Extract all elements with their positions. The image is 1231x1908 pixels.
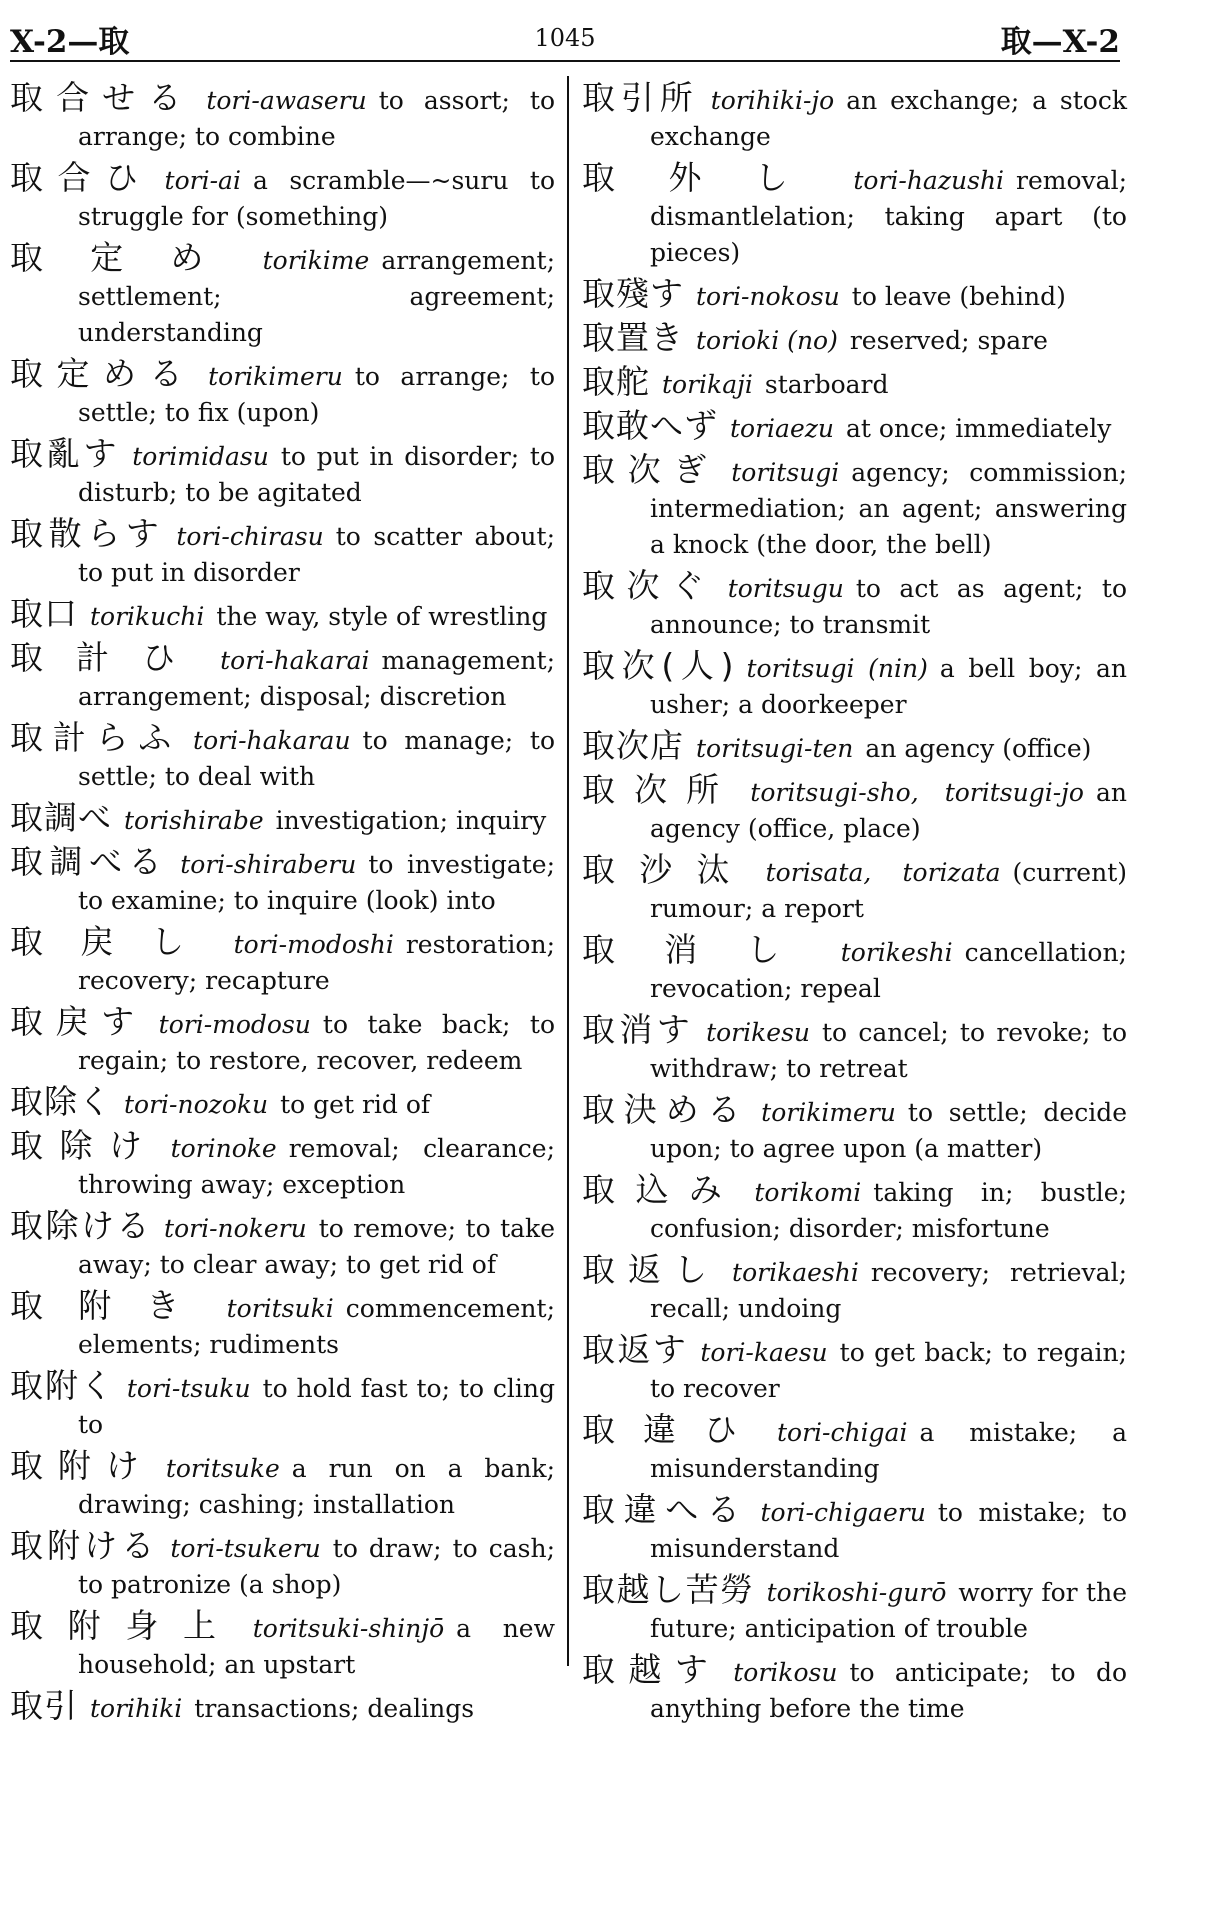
entry-definition: arrangement; settlement; agreement; understanding [78,246,555,347]
entry-definition: an agency (office, place) [650,778,1127,843]
dictionary-entry [582,1092,1127,1167]
entry-definition: a new household; an upstart [78,1614,555,1679]
entry-romanization: torikoshi-gurō [766,1578,947,1607]
entry-romanization: torikimeru [761,1098,896,1127]
entry-romanization: torimidasu [132,442,269,471]
entry-romanization: torioki (no) [696,326,838,355]
entry-headword: 取口 [10,594,78,633]
entry-headword: 取次ぐ [582,566,716,605]
entry-headword: 取戻す [10,1002,147,1041]
entry-romanization: torishirabe [124,806,264,835]
entry-headword: 取散らす [10,514,165,553]
dictionary-entry [10,924,555,999]
entry-romanization: toriaezu [730,414,835,443]
entry-headword: 取合せる [10,78,195,117]
dictionary-entry [10,1528,555,1603]
dictionary-entry [10,1004,555,1079]
entry-headword: 取違へる [582,1490,749,1529]
dictionary-entry [10,1208,555,1283]
running-head-left: X-2—取 [10,24,130,60]
entry-definition: taking in; bustle; confusion; disorder; misfortune [650,1178,1127,1243]
entry-definition: a mistake; a misunderstanding [650,1418,1127,1483]
entry-romanization: tori-kaesu [700,1338,828,1367]
entry-headword: 取置き [582,318,684,357]
entry-definition: to take back; to regain; to restore, recover, redeem [78,1010,555,1075]
entry-definition: at once; immediately [846,414,1112,443]
entry-headword: 取戻し [10,922,222,961]
entry-definition: an exchange; a stock exchange [650,86,1127,151]
entry-romanization: tori-ai [164,166,241,195]
entry-romanization: tori-hakarai [220,646,370,675]
dictionary-entry [10,1608,555,1683]
entry-romanization: tori-tsukeru [170,1534,321,1563]
entry-headword: 取返す [582,1330,689,1369]
entry-romanization: toritsugi (nin) [746,654,928,683]
entry-headword: 取舵 [582,362,650,401]
entry-definition: cancellation; revocation; repeal [650,938,1127,1003]
dictionary-entry [10,844,555,919]
dictionary-entry [582,1412,1127,1487]
entry-definition: reserved; spare [849,326,1048,355]
entry-definition: to investigate; to examine; to inquire (look) into [78,850,556,915]
entry-definition: restoration; recovery; recapture [78,930,555,995]
entry-headword: 取定め [10,238,251,277]
entry-headword: 取計ひ [10,638,209,677]
entry-headword: 取次店 [582,726,684,765]
entry-headword: 取次(人) [582,646,735,685]
entry-headword: 取込み [582,1170,743,1209]
entry-headword: 取返し [582,1250,721,1289]
entry-definition: a bell boy; an usher; a doorkeeper [650,654,1128,719]
entry-definition: investigation; inquiry [275,806,547,835]
entry-romanization: toritsugi [731,458,840,487]
running-head-right: 取—X-2 [1000,24,1120,60]
entry-romanization: tori-tsuku [126,1374,251,1403]
entry-headword: 取附く [10,1366,115,1405]
entry-romanization: torikaji [662,370,753,399]
entry-romanization: torikeshi [840,938,953,967]
dictionary-entry [10,640,555,715]
entry-definition: the way, style of wrestling [216,602,548,631]
dictionary-entry [582,276,1127,315]
left-column [10,80,555,1732]
dictionary-entry [10,800,555,839]
dictionary-entry [582,408,1127,447]
entry-headword: 取外し [582,158,842,197]
dictionary-entry [10,1288,555,1363]
entry-headword: 取沙汰 [582,850,754,889]
entry-romanization: tori-chirasu [176,522,324,551]
entry-definition: to mistake; to misunderstand [650,1498,1127,1563]
dictionary-entry [582,80,1127,155]
entry-definition: transactions; dealings [194,1694,475,1723]
entry-romanization: toritsuki [226,1294,334,1323]
entry-romanization: tori-hazushi [853,166,1005,195]
entry-definition: to anticipate; to do anything before the time [650,1658,1127,1723]
entry-definition: (current) rumour; a report [650,858,1127,923]
entry-romanization: torikime [262,246,370,275]
dictionary-entry [582,1252,1127,1327]
entry-romanization: toritsuke [165,1454,280,1483]
entry-romanization: torikaeshi [732,1258,859,1287]
entry-definition: agency; commission; intermediation; an agent; answering a knock (the door, the bell) [650,458,1127,559]
dictionary-entry [582,728,1127,767]
entry-definition: removal; clearance; throwing away; exception [78,1134,555,1199]
entry-definition: to leave (behind) [851,282,1066,311]
entry-romanization: tori-chigai [776,1418,908,1447]
entry-headword: 取違ひ [582,1410,765,1449]
entry-definition: to draw; to cash; to patronize (a shop) [78,1534,555,1599]
entry-definition: to remove; to take away; to clear away; to get rid of [78,1214,555,1279]
entry-headword: 取調べる [10,842,169,881]
dictionary-entry [582,932,1127,1007]
entry-definition: worry for the future; anticipation of trouble [650,1578,1127,1643]
dictionary-entry [10,720,555,795]
entry-definition: to put in disorder; to disturb; to be agitated [78,442,556,507]
entry-headword: 取附ける [10,1526,159,1565]
entry-romanization: torikomi [754,1178,862,1207]
dictionary-entry [582,1652,1127,1727]
entry-romanization: toritsuki-shinjō [252,1614,445,1643]
entry-definition: to settle; decide upon; to agree upon (a matter) [650,1098,1127,1163]
entry-definition: to act as agent; to announce; to transmit [650,574,1128,639]
entry-definition: to hold fast to; to cling to [78,1374,556,1439]
entry-headword: 取敢へず [582,406,718,445]
dictionary-entry [10,1688,555,1727]
entry-headword: 取合ひ [10,158,153,197]
entry-headword: 取引所 [582,78,699,117]
entry-headword: 取殘す [582,274,684,313]
dictionary-entry [582,1572,1127,1647]
entry-definition: removal; dismantlelation; taking apart (to pieces) [650,166,1127,267]
dictionary-entry [10,160,555,235]
entry-romanization: torihiki [90,1694,183,1723]
dictionary-entry [10,516,555,591]
dictionary-entry [582,1332,1127,1407]
page-number: 1045 [534,24,596,52]
dictionary-entry [10,1448,555,1523]
entry-definition: recovery; retrieval; recall; undoing [650,1258,1128,1323]
entry-definition: to get back; to regain; to recover [650,1338,1128,1403]
entry-romanization: tori-awaseru [206,86,367,115]
dictionary-entry [582,1172,1127,1247]
entry-romanization: toritsugi-ten [696,734,854,763]
dictionary-entry [582,364,1127,403]
entry-romanization: torinoke [170,1134,277,1163]
entry-headword: 取除け [10,1126,159,1165]
entry-romanization: torihiki-jo [710,86,835,115]
entry-definition: starboard [764,370,889,399]
entry-romanization: tori-nokosu [696,282,840,311]
dictionary-entry [10,596,555,635]
entry-definition: to cancel; to revoke; to withdraw; to retreat [650,1018,1128,1083]
entry-definition: commencement; elements; rudiments [78,1294,555,1359]
dictionary-entry [10,436,555,511]
entry-headword: 取定める [10,354,197,393]
entry-headword: 取計らふ [10,718,182,757]
entry-headword: 取越し苦勞 [582,1570,755,1609]
entry-definition: to manage; to settle; to deal with [78,726,555,791]
entry-romanization: tori-modoshi [233,930,394,959]
dictionary-entry [582,452,1127,563]
dictionary-entry [10,240,555,351]
entry-definition: to get rid of [280,1090,431,1119]
entry-definition: management; arrangement; disposal; discretion [78,646,555,711]
entry-definition: to scatter about; to put in disorder [78,522,555,587]
entry-headword: 取越す [582,1650,722,1689]
dictionary-entry [10,1128,555,1203]
dictionary-entry [10,1084,555,1123]
dictionary-entry [10,356,555,431]
entry-headword: 取除ける [10,1206,153,1245]
column-divider [567,76,569,1666]
entry-romanization: torikesu [706,1018,810,1047]
entry-headword: 取亂す [10,434,121,473]
entry-definition: a run on a bank; drawing; cashing; installation [78,1454,556,1519]
entry-romanization: toritsugi-sho, toritsugi-jo [750,778,1084,807]
dictionary-entry [582,772,1127,847]
dictionary-entry [10,1368,555,1443]
entry-romanization: tori-nokeru [164,1214,307,1243]
entry-romanization: torikosu [733,1658,838,1687]
page-header [10,10,1120,62]
entry-definition: a scramble—~suru to struggle for (something) [78,166,555,231]
entry-headword: 取附身上 [10,1606,241,1645]
entry-romanization: torisata, torizata [765,858,1001,887]
dictionary-entry [582,648,1127,723]
entry-romanization: tori-chigaeru [760,1498,926,1527]
entry-headword: 取引 [10,1686,78,1725]
entry-romanization: tori-modosu [158,1010,311,1039]
entry-headword: 取附け [10,1446,154,1485]
entry-headword: 取消し [582,930,829,969]
entry-romanization: tori-nozoku [124,1090,269,1119]
entry-definition: an agency (office) [865,734,1092,763]
entry-definition: to arrange; to settle; to fix (upon) [78,362,556,427]
entry-romanization: tori-hakarau [193,726,351,755]
dictionary-entry [582,1012,1127,1087]
dictionary-entry [10,80,555,155]
entry-headword: 取消す [582,1010,695,1049]
dictionary-entry [582,852,1127,927]
entry-headword: 取調べ [10,798,112,837]
right-column [582,80,1127,1732]
entry-romanization: torikimeru [208,362,343,391]
entry-headword: 取決める [582,1090,750,1129]
entry-romanization: torikuchi [90,602,205,631]
dictionary-entry [582,160,1127,271]
entry-headword: 取附き [10,1286,215,1325]
entry-romanization: tori-shiraberu [180,850,357,879]
dictionary-entry [582,320,1127,359]
dictionary-entry [582,1492,1127,1567]
entry-headword: 取次所 [582,770,739,809]
entry-definition: to assort; to arrange; to combine [78,86,556,151]
entry-headword: 取次ぎ [582,450,720,489]
entry-headword: 取除く [10,1082,112,1121]
dictionary-entry [582,568,1127,643]
entry-romanization: toritsugu [727,574,844,603]
